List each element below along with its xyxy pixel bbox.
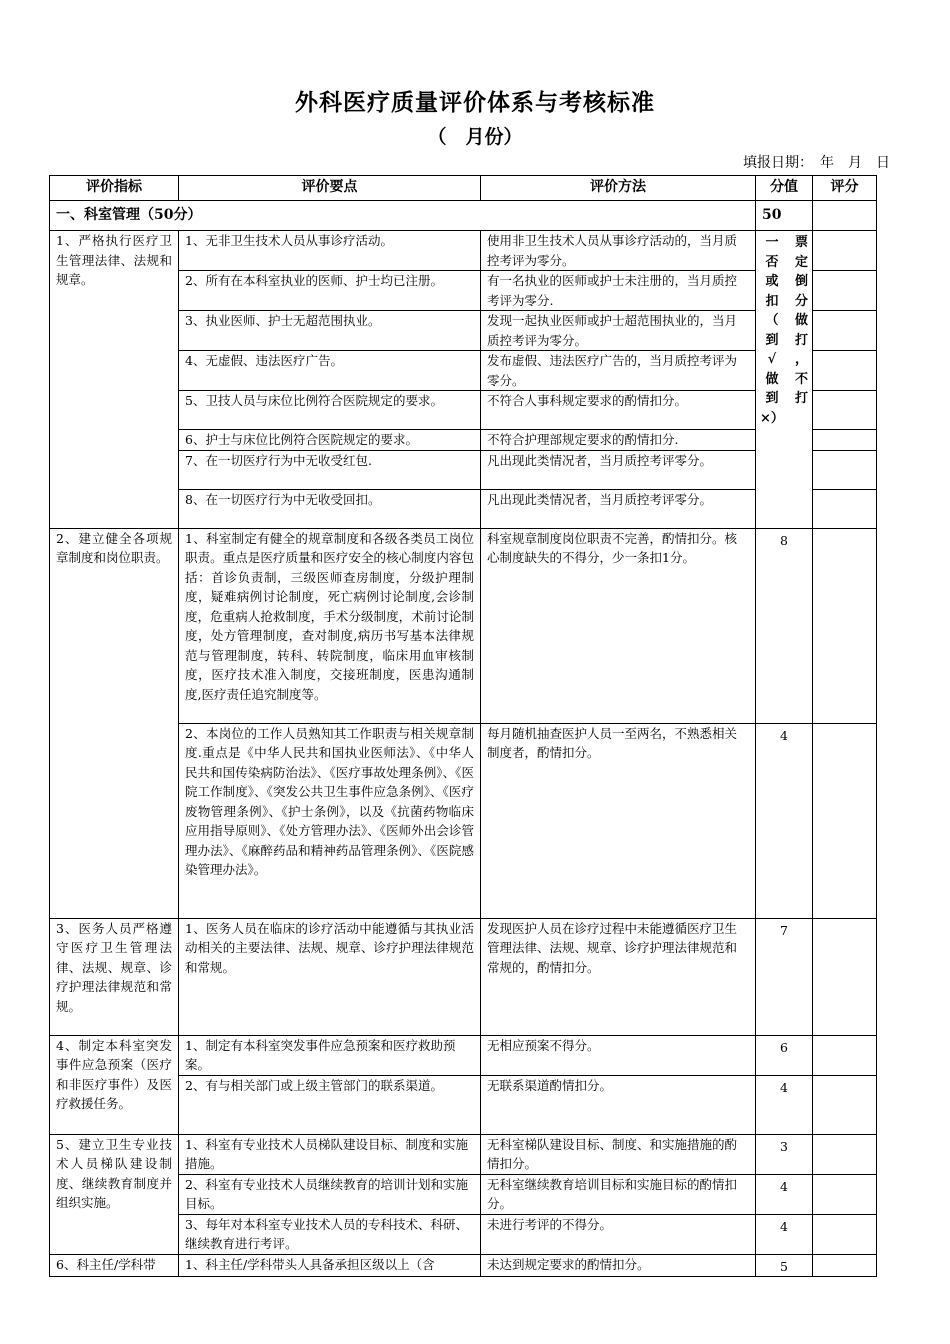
- point-cell: 2、本岗位的工作人员熟知其工作职责与相关规章制度.重点是《中华人民共和国执业医师法》、《中华人民共和国传染病防治法》、《医疗事故处理条例》、《医院工作制度》、《突发公共卫生事件应急条例》、《医疗废物管理条例》、《护士条例》，以及《抗菌药物临床应用指导原则》、《处方管理办法》、《医师外出会诊管理办法》、《麻醉药品和精神药品管理条例》、《医院感染管理办法》。: [179, 723, 481, 918]
- table-header-row: [50, 176, 877, 201]
- point-cell: 3、执业医师、护士无超范围执业。: [179, 311, 481, 351]
- score-cell: 8: [756, 528, 813, 723]
- col-header-rating: 评分: [813, 176, 877, 201]
- rating-cell[interactable]: [813, 430, 877, 451]
- method-cell: 无科室继续教育培训目标和实施目标的酌情扣分。: [481, 1174, 756, 1214]
- rating-cell[interactable]: [813, 311, 877, 351]
- table-row: [50, 528, 877, 723]
- rating-cell[interactable]: [813, 918, 877, 1035]
- method-cell: 科室规章制度岗位职责不完善，酌情扣分。核心制度缺失的不得分，少一条扣1分。: [481, 528, 756, 723]
- col-header-score: 分值: [756, 176, 813, 201]
- veto-char: 打: [794, 391, 808, 406]
- veto-char: ×）: [760, 410, 784, 426]
- table-row: [50, 1035, 877, 1075]
- evaluation-table: [49, 175, 877, 1277]
- veto-char: 否: [765, 254, 779, 270]
- veto-char: 打: [794, 332, 808, 348]
- method-cell: 未达到规定要求的酌情扣分。: [481, 1254, 756, 1277]
- indicator-cell: 5、建立卫生专业技术人员梯队建设制度、继续教育制度并组织实施。: [50, 1134, 179, 1254]
- veto-char: 票: [794, 235, 808, 250]
- method-cell: 凡出现此类情况者，当月质控考评零分。: [481, 450, 756, 489]
- method-cell: 每月随机抽查医护人员一至两名，不熟悉相关制度者，酌情扣分。: [481, 723, 756, 918]
- point-cell: 2、科室有专业技术人员继续教育的培训计划和实施目标。: [179, 1174, 481, 1214]
- page-title: 外科医疗质量评价体系与考核标准: [295, 89, 655, 116]
- indicator-cell: 4、制定本科室突发事件应急预案（医疗和非医疗事件）及医疗救援任务。: [50, 1035, 179, 1134]
- indicator-cell: 2、建立健全各项规章制度和岗位职责。: [50, 528, 179, 918]
- section-row: [50, 201, 877, 231]
- veto-char: （: [765, 313, 779, 328]
- rating-cell[interactable]: [813, 231, 877, 271]
- veto-char: 做: [765, 371, 779, 387]
- page-subtitle: （ 月份）: [427, 126, 523, 148]
- rating-cell[interactable]: [813, 1174, 877, 1214]
- veto-char: 到: [765, 332, 779, 348]
- veto-char: 扣: [765, 293, 779, 309]
- rating-cell[interactable]: [813, 271, 877, 311]
- veto-char: 到: [765, 391, 779, 406]
- rating-cell[interactable]: [813, 528, 877, 723]
- col-header-point: 评价要点: [179, 176, 481, 201]
- table-row: [50, 1134, 877, 1174]
- method-cell: 不符合护理部规定要求的酌情扣分.: [481, 430, 756, 451]
- point-cell: 4、无虚假、违法医疗广告。: [179, 351, 481, 391]
- rating-cell[interactable]: [813, 450, 877, 489]
- method-cell: 无联系渠道酌情扣分。: [481, 1075, 756, 1134]
- method-cell: 发布虚假、违法医疗广告的，当月质控考评为零分。: [481, 351, 756, 391]
- col-header-method: 评价方法: [481, 176, 756, 201]
- rating-cell[interactable]: [813, 1214, 877, 1254]
- fill-date: 填报日期： 年 月 日: [743, 155, 890, 171]
- method-cell: 使用非卫生技术人员从事诊疗活动的，当月质控考评为零分。: [481, 231, 756, 271]
- veto-char: 一: [765, 235, 779, 250]
- method-cell: 发现一起执业医师或护士超范围执业的，当月质控考评为零分。: [481, 311, 756, 351]
- point-cell: 3、每年对本科室专业技术人员的专科技术、科研、继续教育进行考评。: [179, 1214, 481, 1254]
- rating-cell[interactable]: [813, 1075, 877, 1134]
- score-cell: 5: [756, 1254, 813, 1277]
- point-cell: 2、所有在本科室执业的医师、护士均已注册。: [179, 271, 481, 311]
- indicator-cell: 1、严格执行医疗卫生管理法律、法规和规章。: [50, 231, 179, 529]
- score-cell: 7: [756, 918, 813, 1035]
- table-row: [50, 231, 877, 271]
- point-cell: 1、科室有专业技术人员梯队建设目标、制度和实施措施。: [179, 1134, 481, 1174]
- indicator-cell: 6、科主任/学科带: [50, 1254, 179, 1277]
- col-header-indicator: 评价指标: [50, 176, 179, 201]
- veto-char: 定: [794, 254, 808, 270]
- table-row: [50, 1254, 877, 1277]
- method-cell: 无相应预案不得分。: [481, 1035, 756, 1075]
- veto-char: 分: [794, 293, 808, 309]
- veto-char: 或: [765, 274, 779, 289]
- rating-cell[interactable]: [813, 391, 877, 430]
- point-cell: 1、制定有本科室突发事件应急预案和医疗救助预案。: [179, 1035, 481, 1075]
- method-cell: 有一名执业的医师或护士未注册的，当月质控考评为零分.: [481, 271, 756, 311]
- point-cell: 8、在一切医疗行为中无收受回扣。: [179, 489, 481, 528]
- section-score: 50: [756, 201, 813, 231]
- rating-cell[interactable]: [813, 1035, 877, 1075]
- point-cell: 1、科主任/学科带头人具备承担区级以上（含: [179, 1254, 481, 1277]
- method-cell: 无科室梯队建设目标、制度、和实施措施的酌情扣分。: [481, 1134, 756, 1174]
- point-cell: 1、科室制定有健全的规章制度和各级各类员工岗位职责。重点是医疗质量和医疗安全的核心制度内容包括：首诊负责制，三级医师查房制度，分级护理制度，疑难病例讨论制度，死亡病例讨论制度,会诊制度，危重病人抢救制度，手术分级制度，术前讨论制度，处方管理制度，查对制度,病历书写基本法律规范与管理制度，转科、转院制度，临床用血审核制度，医疗技术准入制度，交接班制度，医患沟通制度,医疗责任追究制度等。: [179, 528, 481, 723]
- rating-cell[interactable]: [813, 489, 877, 528]
- score-cell: 4: [756, 723, 813, 918]
- point-cell: 1、无非卫生技术人员从事诊疗活动。: [179, 231, 481, 271]
- veto-char: √: [767, 352, 777, 367]
- veto-note: [756, 231, 813, 529]
- score-cell: 4: [756, 1075, 813, 1134]
- point-cell: 2、有与相关部门或上级主管部门的联系渠道。: [179, 1075, 481, 1134]
- rating-cell[interactable]: [813, 1134, 877, 1174]
- point-cell: 6、护士与床位比例符合医院规定的要求。: [179, 430, 481, 451]
- point-cell: 7、在一切医疗行为中无收受红包.: [179, 450, 481, 489]
- table-row: [50, 918, 877, 1035]
- veto-char: 做: [794, 313, 808, 328]
- veto-char: ，: [794, 352, 808, 367]
- method-cell: 不符合人事科规定要求的酌情扣分。: [481, 391, 756, 430]
- point-cell: 5、卫技人员与床位比例符合医院规定的要求。: [179, 391, 481, 430]
- rating-cell[interactable]: [813, 201, 877, 231]
- indicator-cell: 3、医务人员严格遵守医疗卫生管理法律、法规、规章、诊疗护理法律规范和常规。: [50, 918, 179, 1035]
- score-cell: 3: [756, 1134, 813, 1174]
- method-cell: 未进行考评的不得分。: [481, 1214, 756, 1254]
- point-cell: 1、医务人员在临床的诊疗活动中能遵循与其执业活动相关的主要法律、法规、规章、诊疗护理法律规范和常规。: [179, 918, 481, 1035]
- score-cell: 6: [756, 1035, 813, 1075]
- score-cell: 4: [756, 1214, 813, 1254]
- veto-char: 不: [794, 371, 808, 387]
- section-label: 一、科室管理（50分）: [50, 201, 756, 231]
- rating-cell[interactable]: [813, 351, 877, 391]
- veto-char: 倒: [794, 274, 808, 289]
- rating-cell[interactable]: [813, 723, 877, 918]
- method-cell: 发现医护人员在诊疗过程中未能遵循医疗卫生管理法律、法规、规章、诊疗护理法律规范和常规的，酌情扣分。: [481, 918, 756, 1035]
- rating-cell[interactable]: [813, 1254, 877, 1277]
- method-cell: 凡出现此类情况者，当月质控考评零分。: [481, 489, 756, 528]
- score-cell: 4: [756, 1174, 813, 1214]
